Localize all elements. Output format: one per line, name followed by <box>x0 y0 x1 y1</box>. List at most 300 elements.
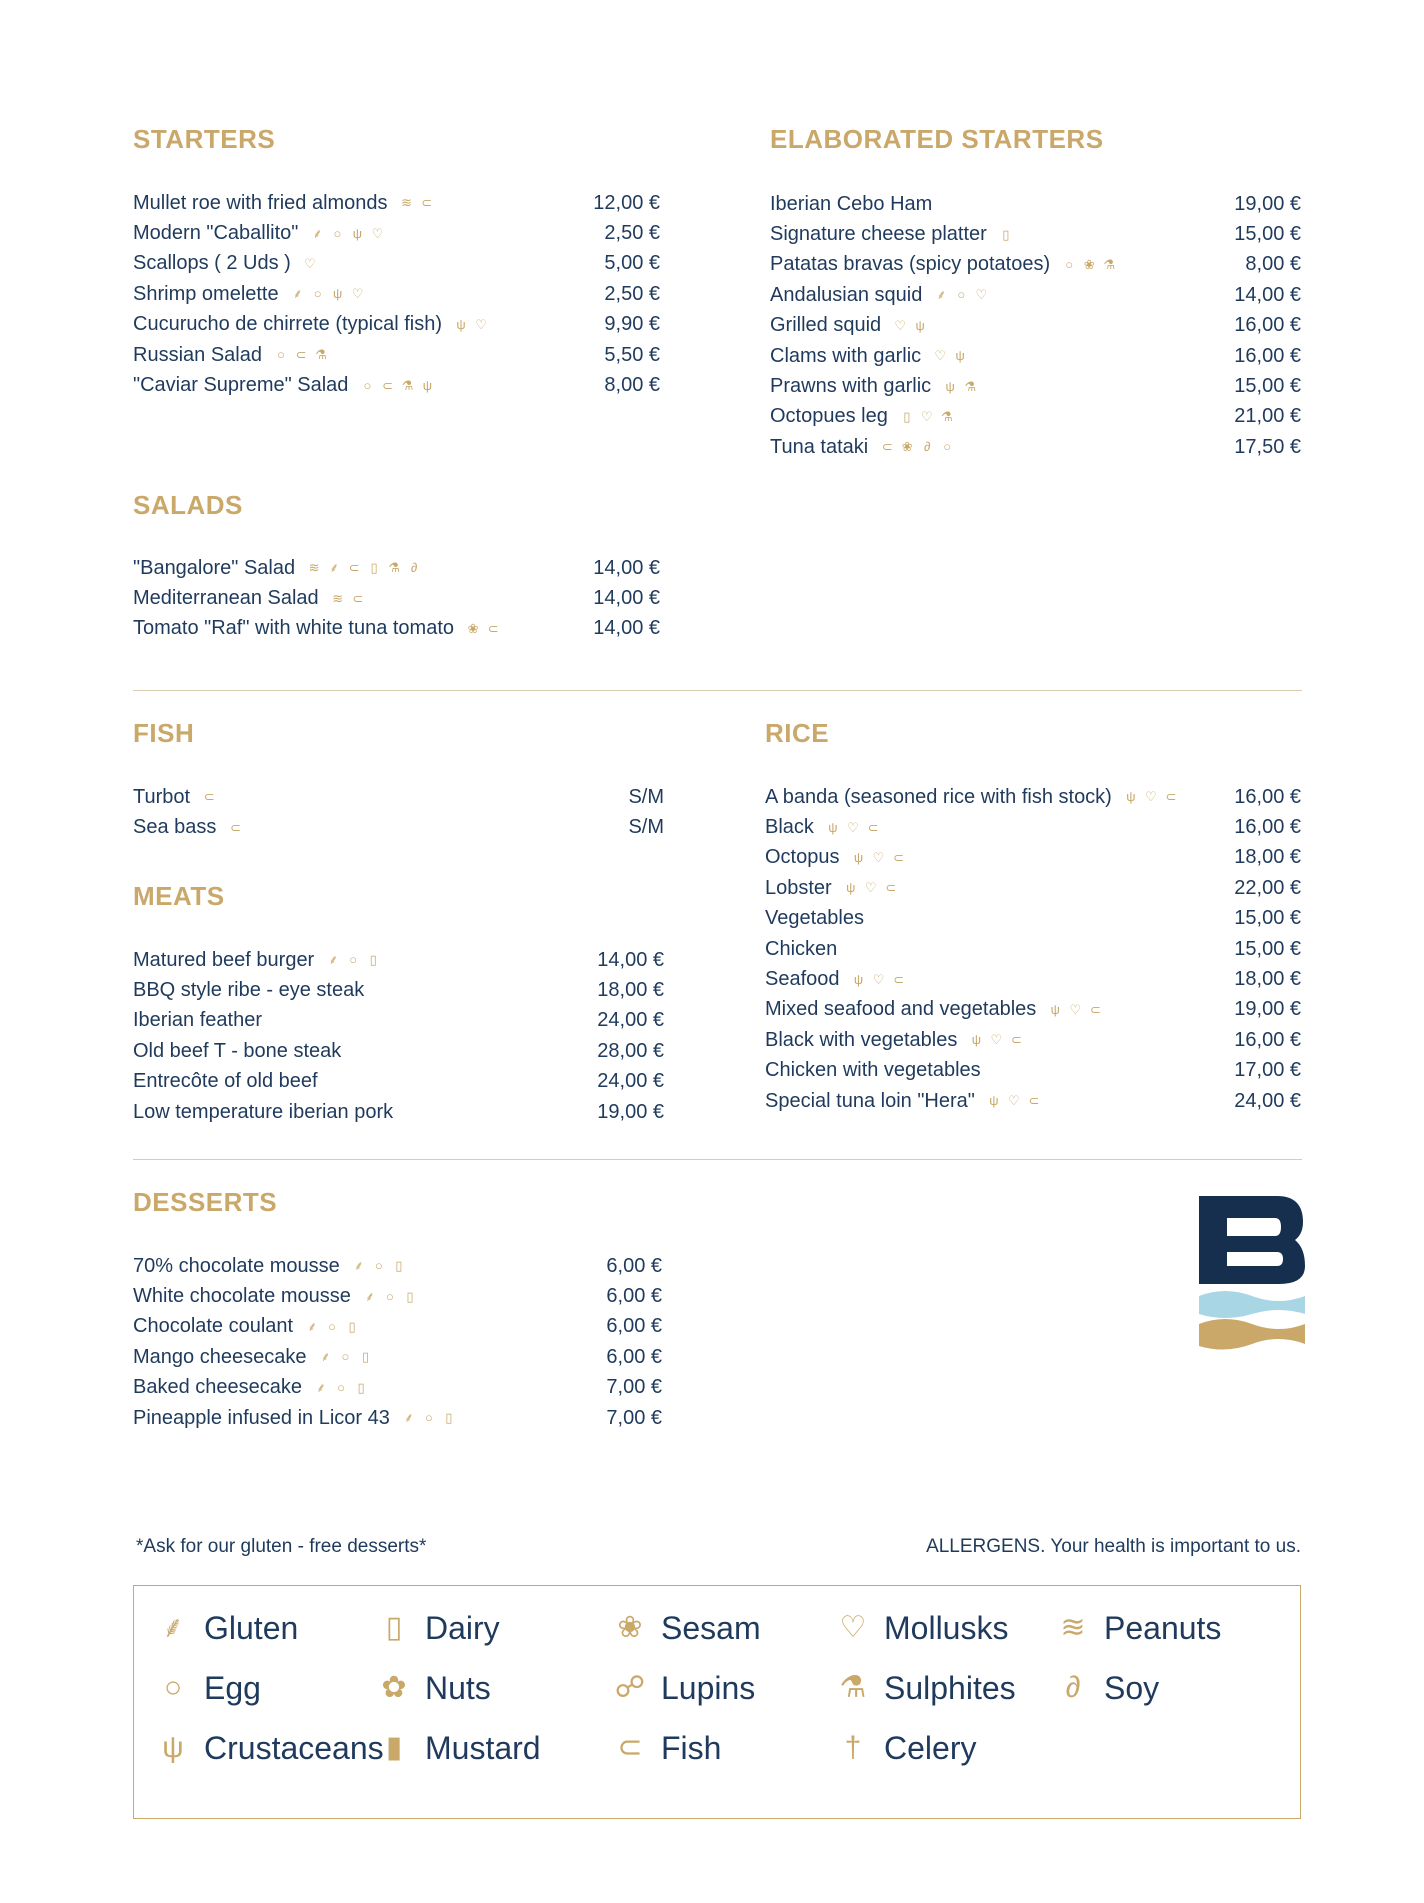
crustaceans-icon: ψ <box>162 1731 184 1764</box>
dish-price: 24,00 € <box>1234 1089 1301 1112</box>
crustaceans-icon: ψ <box>853 849 864 865</box>
legend-label: Dairy <box>425 1609 500 1646</box>
dairy-icon: ▯ <box>1002 226 1010 242</box>
gluten-icon: ⸙ <box>329 560 339 576</box>
rice-item <box>765 904 1301 934</box>
gluten-icon: ⸙ <box>353 1258 364 1274</box>
allergen-icons <box>943 379 1211 395</box>
dish-price: 14,00 € <box>1234 283 1301 306</box>
desserts-item <box>133 1312 662 1342</box>
celery-icon: † <box>844 1731 862 1764</box>
meats-item <box>133 1097 664 1127</box>
desserts-item <box>133 1251 662 1281</box>
mollusks-icon: ♡ <box>1145 789 1157 805</box>
dish-name: Modern "Caballito" <box>133 222 299 245</box>
dairy-icon: ▯ <box>445 1410 453 1426</box>
mollusks-icon: ♡ <box>894 317 906 333</box>
desserts-title: DESSERTS <box>133 1187 278 1217</box>
mollusks-icon: ♡ <box>975 287 988 303</box>
dish-name: Black with vegetables <box>765 1028 958 1051</box>
gluten-icon: ⸙ <box>307 1318 317 1334</box>
rice-title: RICE <box>765 718 830 748</box>
dish-name: Scallops ( 2 Uds ) <box>133 252 291 275</box>
allergen-icons <box>844 880 1211 896</box>
allergen-icons <box>314 1380 572 1396</box>
dish-name: Signature cheese platter <box>770 223 987 246</box>
sulphites-icon: ⚗ <box>388 560 400 576</box>
dish-price: 19,00 € <box>1234 998 1301 1021</box>
sulphites-icon: ⚗ <box>315 347 327 363</box>
gluten-icon: ⸙ <box>320 1349 331 1365</box>
egg-icon: ○ <box>385 1288 394 1304</box>
mollusks-icon: ♡ <box>847 819 859 835</box>
dish-price: 14,00 € <box>593 556 660 579</box>
dish-name: Russian Salad <box>133 343 262 366</box>
crustaceans-icon: ψ <box>1050 1001 1060 1017</box>
allergen-icons <box>933 348 1211 364</box>
legend-item-dairy <box>377 1608 500 1648</box>
dish-price: 7,00 € <box>606 1376 662 1399</box>
dish-price: 15,00 € <box>1234 907 1301 930</box>
salads-item <box>133 553 660 583</box>
elaborated-item <box>770 402 1301 432</box>
allergen-icons <box>969 1032 1211 1048</box>
dish-price: 18,00 € <box>1234 846 1301 869</box>
dish-name: Shrimp omelette <box>133 282 279 305</box>
dish-name: Iberian Cebo Ham <box>770 192 933 215</box>
dish-price: 8,00 € <box>604 374 660 397</box>
elaborated-starters-list <box>770 189 1301 463</box>
dish-price: 28,00 € <box>597 1039 664 1062</box>
sulphites-icon: ⚗ <box>964 378 976 394</box>
legend-label: Sesam <box>661 1609 761 1646</box>
egg-icon: ○ <box>337 1379 345 1395</box>
egg-icon: ○ <box>943 439 952 455</box>
fish-icon: ⊂ <box>381 377 393 393</box>
dish-name: Seafood <box>765 968 840 991</box>
allergen-icons <box>326 952 574 968</box>
peanuts-icon: ≋ <box>401 195 413 211</box>
legend-label: Lupins <box>661 1669 756 1706</box>
starters-item <box>133 340 660 370</box>
dish-name: "Caviar Supreme" Salad <box>133 374 349 397</box>
crustaceans-icon: ψ <box>853 971 864 987</box>
dish-name: Grilled squid <box>770 314 882 337</box>
dish-price: 18,00 € <box>1234 968 1301 991</box>
fish-title: FISH <box>133 718 195 748</box>
fish-icon: ⊂ <box>229 819 241 835</box>
fish-icon: ⊂ <box>487 620 499 636</box>
dairy-icon: ▯ <box>357 1379 365 1395</box>
meats-item <box>133 945 664 975</box>
gluten-icon: ⸙ <box>316 1379 326 1395</box>
desserts-item <box>133 1403 662 1433</box>
dish-name: Baked cheesecake <box>133 1376 303 1399</box>
sesam-icon: ❀ <box>617 1611 643 1644</box>
allergen-icons <box>303 256 570 272</box>
legend-label: Sulphites <box>884 1669 1016 1706</box>
elaborated-item <box>770 219 1301 249</box>
sesam-icon: ❀ <box>467 620 479 636</box>
elaborated-item <box>770 341 1301 371</box>
dish-price: 6,00 € <box>606 1254 662 1277</box>
legend-item-lupins <box>613 1668 755 1708</box>
allergen-icons <box>360 378 570 394</box>
dish-price: 17,50 € <box>1234 435 1301 458</box>
rice-item <box>765 1025 1301 1055</box>
mollusks-icon: ♡ <box>872 971 885 987</box>
fish-item <box>133 812 664 842</box>
legend-item-crustaceans <box>156 1728 384 1768</box>
allergen-icons <box>900 409 1211 425</box>
legend-label: Nuts <box>425 1669 491 1706</box>
allergen-icons <box>402 1410 572 1426</box>
dish-name: Mixed seafood and vegetables <box>765 998 1037 1021</box>
restaurant-logo <box>1199 1196 1305 1350</box>
dish-price: 19,00 € <box>1234 192 1301 215</box>
fish-icon: ⊂ <box>893 849 904 865</box>
sulphites-icon: ⚗ <box>1103 256 1115 272</box>
legend-label: Soy <box>1104 1669 1160 1706</box>
mollusks-icon: ♡ <box>864 880 877 896</box>
dish-name: Special tuna loin "Hera" <box>765 1089 975 1112</box>
dish-price: 17,00 € <box>1234 1059 1301 1082</box>
divider-top <box>133 690 1302 691</box>
peanuts-icon: ≋ <box>1060 1611 1086 1644</box>
dairy-icon: ▯ <box>385 1611 403 1644</box>
crustaceans-icon: ψ <box>955 348 965 364</box>
dish-name: BBQ style ribe - eye steak <box>133 979 365 1002</box>
allergen-icons <box>999 227 1211 243</box>
dish-price: 16,00 € <box>1234 816 1301 839</box>
dish-name: Turbot <box>133 785 191 808</box>
allergen-icons <box>202 789 574 805</box>
dish-name: Clams with garlic <box>770 344 922 367</box>
starters-item <box>133 188 660 218</box>
allergen-icons <box>934 287 1211 303</box>
dish-name: White chocolate mousse <box>133 1285 351 1308</box>
dairy-icon: ▯ <box>406 1288 414 1304</box>
salads-title: SALADS <box>133 490 243 520</box>
rice-item <box>765 812 1301 842</box>
egg-icon: ○ <box>333 225 342 241</box>
gluten-icon: ⸙ <box>936 287 947 303</box>
allergen-icons <box>274 347 570 363</box>
allergen-icons <box>893 318 1211 334</box>
legend-item-sulphites <box>836 1668 1016 1708</box>
fish-icon: ⊂ <box>421 195 433 211</box>
crustaceans-icon: ψ <box>1126 789 1136 805</box>
dish-name: Chocolate coulant <box>133 1315 294 1338</box>
soy-icon: ∂ <box>1065 1671 1081 1704</box>
legend-item-peanuts <box>1056 1608 1221 1648</box>
dish-name: Vegetables <box>765 907 864 930</box>
dish-name: Black <box>765 816 814 839</box>
allergen-legend <box>133 1585 1301 1819</box>
sesam-icon: ❀ <box>1083 256 1095 272</box>
allergen-icons <box>454 317 570 333</box>
dairy-icon: ▯ <box>370 560 378 576</box>
mollusks-icon: ♡ <box>1069 1001 1082 1017</box>
dish-price: 6,00 € <box>606 1345 662 1368</box>
allergen-icons <box>1048 1002 1211 1018</box>
mollusks-icon: ♡ <box>872 849 885 865</box>
divider-bottom <box>133 1159 1302 1160</box>
dish-name: Octopus <box>765 846 840 869</box>
dish-price: 8,00 € <box>1245 253 1301 276</box>
dish-price: 16,00 € <box>1234 1028 1301 1051</box>
gluten-icon: ⸙ <box>292 286 303 302</box>
allergen-icons <box>987 1093 1211 1109</box>
dairy-icon: ▯ <box>348 1318 356 1334</box>
dish-name: Octopues leg <box>770 405 888 428</box>
logo-letter-b <box>1199 1196 1305 1284</box>
dish-price: 9,90 € <box>604 313 660 336</box>
dish-price: 14,00 € <box>593 587 660 610</box>
sesam-icon: ❀ <box>901 439 913 455</box>
meats-title: MEATS <box>133 881 225 911</box>
starters-item <box>133 249 660 279</box>
elaborated-starters-title: ELABORATED STARTERS <box>770 124 1104 154</box>
sulphites-icon: ⚗ <box>941 408 953 424</box>
dish-name: Patatas bravas (spicy potatoes) <box>770 253 1051 276</box>
elaborated-item <box>770 311 1301 341</box>
dairy-icon: ▯ <box>395 1258 403 1274</box>
allergen-icons <box>305 1319 572 1335</box>
rice-item <box>765 1086 1301 1116</box>
dish-price: 2,50 € <box>604 282 660 305</box>
egg-icon: ○ <box>341 1349 350 1365</box>
dish-name: Pineapple infused in Licor 43 <box>133 1406 390 1429</box>
rice-item <box>765 934 1301 964</box>
egg-icon: ○ <box>424 1410 433 1426</box>
legend-item-fish <box>613 1728 721 1768</box>
desserts-list <box>133 1251 662 1433</box>
egg-icon: ○ <box>328 1318 337 1334</box>
elaborated-item <box>770 250 1301 280</box>
fish-icon: ⊂ <box>867 819 879 835</box>
crustaceans-icon: ψ <box>456 316 466 332</box>
dish-price: 15,00 € <box>1234 375 1301 398</box>
dish-name: Mullet roe with fried almonds <box>133 191 388 214</box>
dish-name: Prawns with garlic <box>770 375 932 398</box>
dish-name: Entrecôte of old beef <box>133 1070 318 1093</box>
crustaceans-icon: ψ <box>945 378 955 394</box>
salads-item <box>133 614 660 644</box>
starters-title: STARTERS <box>133 124 276 154</box>
egg-icon: ○ <box>163 1671 183 1704</box>
meats-item <box>133 975 664 1005</box>
dish-price: 24,00 € <box>597 1009 664 1032</box>
legend-item-sesam <box>613 1608 761 1648</box>
peanuts-icon: ≋ <box>332 590 344 606</box>
fish-icon: ⊂ <box>617 1731 643 1764</box>
dish-name: Iberian feather <box>133 1009 262 1032</box>
fish-icon: ⊂ <box>885 880 897 896</box>
meats-item <box>133 1067 664 1097</box>
fish-icon: ⊂ <box>881 439 893 455</box>
allergen-icons <box>880 439 1211 455</box>
allergen-icons <box>318 1349 572 1365</box>
legend-label: Mollusks <box>884 1609 1009 1646</box>
legend-item-mustard <box>377 1728 541 1768</box>
fish-item <box>133 782 664 812</box>
fish-icon: ⊂ <box>1165 789 1177 805</box>
fish-icon: ⊂ <box>203 789 215 805</box>
dish-name: Matured beef burger <box>133 948 315 971</box>
allergen-icons <box>291 286 570 302</box>
legend-label: Egg <box>204 1669 261 1706</box>
allergen-icons <box>331 591 570 607</box>
mollusks-icon: ♡ <box>934 348 946 364</box>
legend-item-nuts <box>377 1668 491 1708</box>
dish-name: Mediterranean Salad <box>133 587 319 610</box>
fish-icon: ⊂ <box>1089 1001 1101 1017</box>
rice-item <box>765 843 1301 873</box>
legend-item-mollusks <box>836 1608 1008 1648</box>
meats-item <box>133 1036 664 1066</box>
dish-price: 18,00 € <box>597 979 664 1002</box>
dish-price: S/M <box>628 785 664 808</box>
dish-name: 70% chocolate mousse <box>133 1254 340 1277</box>
crustaceans-icon: ψ <box>422 377 433 393</box>
dish-name: Sea bass <box>133 816 217 839</box>
allergen-icons <box>1062 257 1211 273</box>
dish-name: Tomato "Raf" with white tuna tomato <box>133 617 455 640</box>
rice-list <box>765 782 1301 1116</box>
dish-name: A banda (seasoned rice with fish stock) <box>765 785 1112 808</box>
starters-item <box>133 218 660 248</box>
dish-name: Old beef T - bone steak <box>133 1039 342 1062</box>
desserts-item <box>133 1342 662 1372</box>
legend-label: Peanuts <box>1104 1609 1222 1646</box>
dish-price: 16,00 € <box>1234 785 1301 808</box>
starters-item <box>133 279 660 309</box>
elaborated-item <box>770 432 1301 462</box>
legend-item-gluten <box>156 1608 298 1648</box>
salads-item <box>133 583 660 613</box>
dish-price: 24,00 € <box>597 1070 664 1093</box>
allergen-icons <box>400 195 570 211</box>
egg-icon: ○ <box>349 952 358 968</box>
legend-item-egg <box>156 1668 261 1708</box>
egg-icon: ○ <box>277 347 285 363</box>
dairy-icon: ▯ <box>369 952 377 968</box>
allergen-icons <box>852 972 1211 988</box>
mollusks-icon: ♡ <box>990 1032 1003 1048</box>
elaborated-item <box>770 280 1301 310</box>
gluten-icon: ⸙ <box>328 952 339 968</box>
dish-price: 19,00 € <box>597 1100 664 1123</box>
rice-item <box>765 1056 1301 1086</box>
dish-price: S/M <box>628 816 664 839</box>
crustaceans-icon: ψ <box>915 317 925 333</box>
fish-icon: ⊂ <box>893 971 904 987</box>
dish-price: 6,00 € <box>606 1285 662 1308</box>
dairy-icon: ▯ <box>903 408 911 424</box>
fish-icon: ⊂ <box>1010 1032 1022 1048</box>
lupins-icon: ☍ <box>614 1671 646 1704</box>
dish-price: 5,00 € <box>604 252 660 275</box>
peanuts-icon: ≋ <box>308 560 320 576</box>
gluten-icon: ⸙ <box>312 225 323 241</box>
dish-name: Lobster <box>765 876 832 899</box>
gluten-icon: ⸙ <box>403 1410 414 1426</box>
allergen-icons <box>1124 789 1211 805</box>
gluten-icon: ⸙ <box>365 1288 375 1304</box>
dish-name: Mango cheesecake <box>133 1345 307 1368</box>
dish-price: 14,00 € <box>593 617 660 640</box>
allergen-icons <box>228 820 574 836</box>
fish-icon: ⊂ <box>1028 1093 1040 1109</box>
dairy-icon: ▯ <box>361 1349 370 1365</box>
rice-item <box>765 873 1301 903</box>
elaborated-item <box>770 371 1301 401</box>
dish-price: 16,00 € <box>1234 314 1301 337</box>
egg-icon: ○ <box>363 377 372 393</box>
legend-label: Crustaceans <box>204 1729 384 1766</box>
dish-price: 12,00 € <box>593 191 660 214</box>
legend-label: Mustard <box>425 1729 541 1766</box>
allergen-icons <box>826 820 1211 836</box>
allergen-icons <box>352 1258 572 1274</box>
gluten-free-note: *Ask for our gluten - free desserts* <box>136 1536 427 1557</box>
allergens-note: ALLERGENS. Your health is important to us. <box>926 1536 1301 1557</box>
dish-price: 22,00 € <box>1234 876 1301 899</box>
fish-icon: ⊂ <box>295 347 307 363</box>
meats-item <box>133 1006 664 1036</box>
mollusks-icon: ♡ <box>1008 1093 1020 1109</box>
sulphites-icon: ⚗ <box>839 1671 867 1704</box>
dish-name: Chicken with vegetables <box>765 1059 981 1082</box>
desserts-item <box>133 1373 662 1403</box>
egg-icon: ○ <box>374 1258 383 1274</box>
dish-price: 7,00 € <box>606 1406 662 1429</box>
desserts-item <box>133 1281 662 1311</box>
soy-icon: ∂ <box>410 560 418 576</box>
dish-price: 15,00 € <box>1234 223 1301 246</box>
mollusks-icon: ♡ <box>839 1611 867 1644</box>
dish-name: "Bangalore" Salad <box>133 556 296 579</box>
allergen-icons <box>851 850 1211 866</box>
starters-list <box>133 188 660 401</box>
crustaceans-icon: ψ <box>828 819 838 835</box>
dish-price: 5,50 € <box>604 343 660 366</box>
nuts-icon: ✿ <box>381 1671 407 1704</box>
fish-icon: ⊂ <box>352 590 364 606</box>
salads-list <box>133 553 660 644</box>
dish-price: 14,00 € <box>597 948 664 971</box>
allergen-icons <box>363 1289 572 1305</box>
rice-item <box>765 782 1301 812</box>
mollusks-icon: ♡ <box>475 316 487 332</box>
dish-price: 21,00 € <box>1234 405 1301 428</box>
mollusks-icon: ♡ <box>304 255 316 271</box>
allergen-icons <box>307 560 570 576</box>
dish-name: Chicken <box>765 937 838 960</box>
sulphites-icon: ⚗ <box>401 377 414 393</box>
rice-item <box>765 995 1301 1025</box>
egg-icon: ○ <box>957 287 966 303</box>
dish-price: 6,00 € <box>606 1315 662 1338</box>
starters-item <box>133 310 660 340</box>
meats-list <box>133 945 664 1127</box>
fish-icon: ⊂ <box>348 560 360 576</box>
legend-label: Fish <box>661 1729 722 1766</box>
allergen-icons <box>466 621 570 637</box>
mustard-icon: ▮ <box>385 1731 403 1764</box>
legend-label: Celery <box>884 1729 977 1766</box>
